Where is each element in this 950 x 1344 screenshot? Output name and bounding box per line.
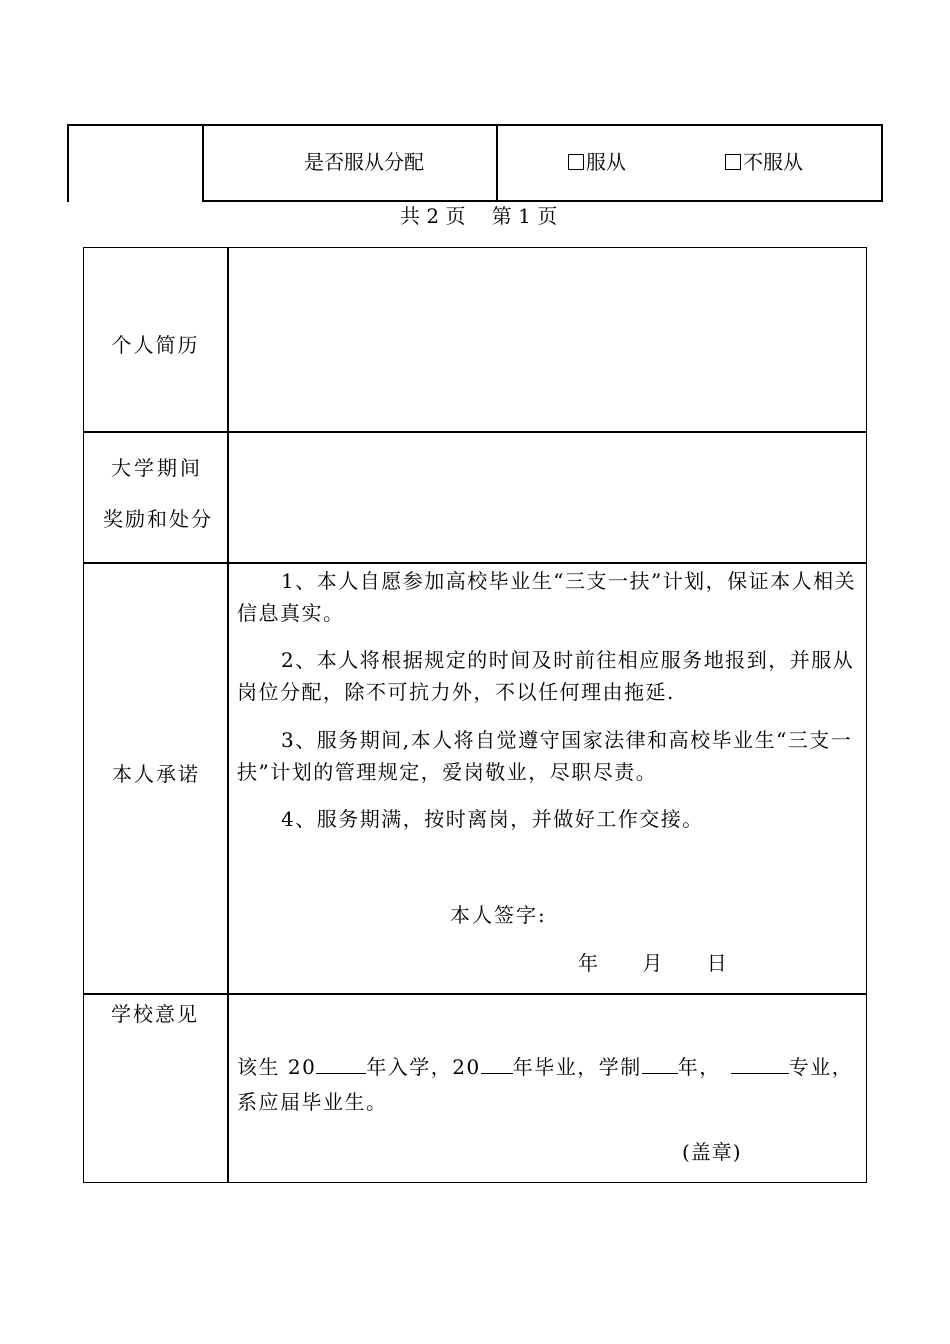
enroll-year-blank[interactable] — [316, 1055, 366, 1074]
school-text-part4: 年， — [677, 1055, 721, 1079]
signature-label: 本人签字: — [450, 903, 547, 927]
page-counter: 共 2 页 第 1 页 — [400, 204, 558, 228]
school-text-part5: 专业， — [788, 1055, 854, 1079]
pledge-item-2: 2、本人将根据规定的时间及时前往相应服务地报到，并服从岗位分配，除不可抗力外，不以任何理由拖延. — [237, 648, 855, 704]
assign-label: 是否服从分配 — [304, 150, 424, 174]
school-text-part1: 该生 20 — [237, 1055, 317, 1079]
awards-label-line1: 大学期间 — [111, 456, 203, 480]
graduate-year-blank[interactable] — [481, 1055, 513, 1074]
checkbox-icon[interactable] — [725, 154, 741, 170]
school-text-part2: 年入学，20 — [366, 1055, 481, 1079]
resume-label-cell — [83, 247, 228, 432]
pledge-label: 本人承诺 — [112, 762, 200, 786]
school-statement-line1 — [237, 1055, 853, 1079]
major-blank[interactable] — [731, 1055, 789, 1074]
awards-content-cell[interactable] — [229, 433, 865, 562]
not-obey-option[interactable] — [725, 150, 803, 174]
school-label: 学校意见 — [111, 1002, 199, 1026]
pledge-item-1: 1、本人自愿参加高校毕业生“三支一扶”计划，保证本人相关信息真实。 — [237, 569, 857, 625]
obey-label: 服从 — [586, 150, 626, 174]
school-statement-line2: 系应届毕业生。 — [237, 1090, 388, 1114]
resume-content-cell[interactable] — [229, 249, 865, 431]
obey-option[interactable] — [568, 150, 626, 174]
not-obey-label: 不服从 — [743, 150, 803, 174]
school-text-part3: 年毕业，学制 — [512, 1055, 642, 1079]
school-seal: (盖章) — [682, 1140, 742, 1164]
resume-label: 个人简历 — [111, 333, 200, 357]
awards-label-line2: 奖励和处分 — [103, 507, 213, 531]
duration-blank[interactable] — [642, 1055, 678, 1074]
checkbox-icon[interactable] — [568, 154, 584, 170]
pledge-date-line: 年 月 日 — [578, 951, 733, 975]
pledge-item-4: 4、服务期满，按时离岗，并做好工作交接。 — [281, 807, 704, 831]
pledge-item-3: 3、服务期间,本人将自觉遵守国家法律和高校毕业生“三支一扶”计划的管理规定，爱岗敬业，尽职尽责。 — [237, 728, 853, 784]
